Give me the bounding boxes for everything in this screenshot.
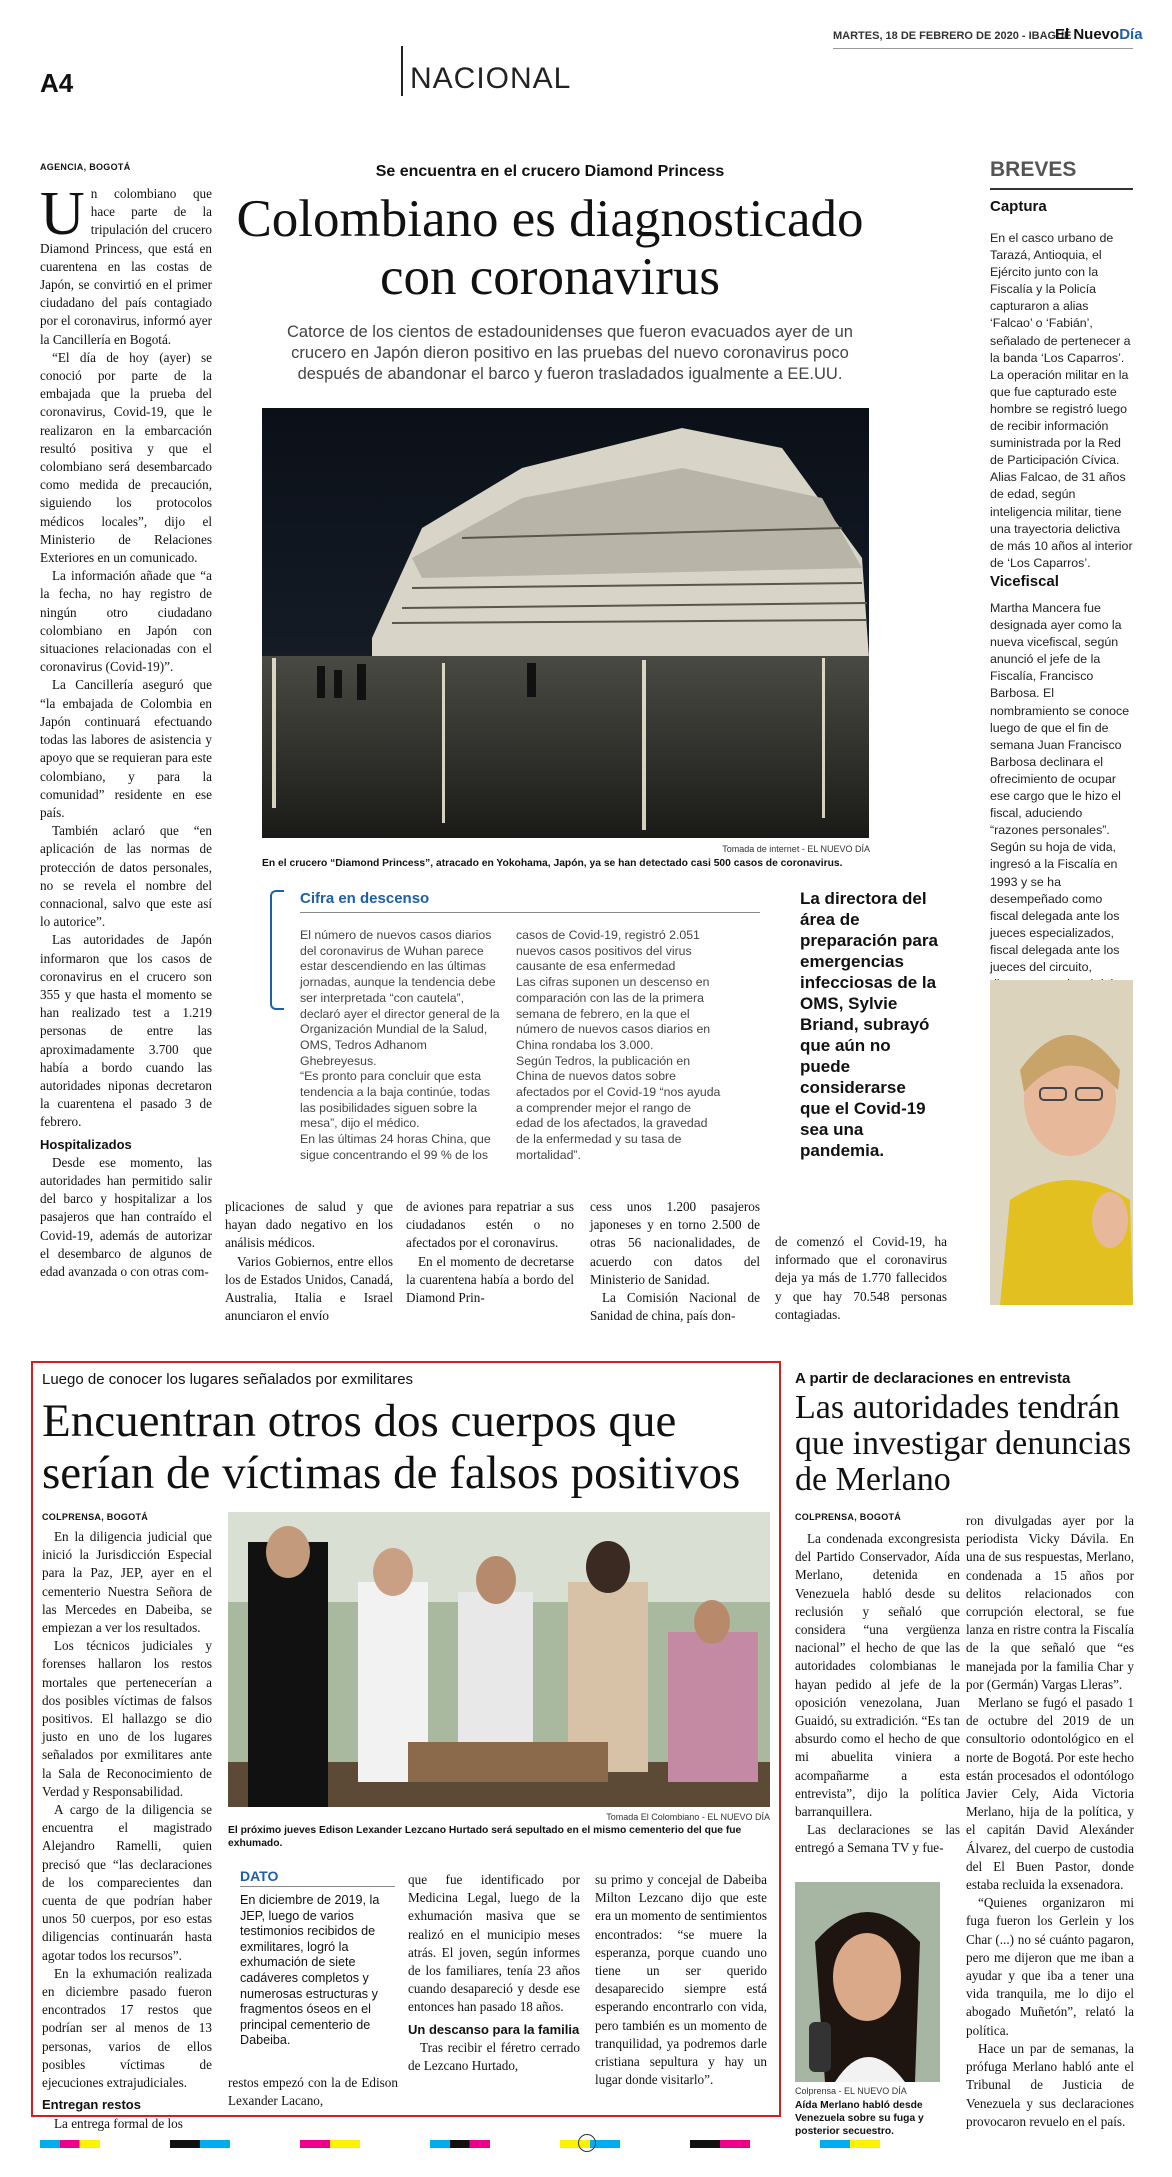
cifra-e: Las cifras suponen un descenso en comparación con las de la primera semana de febrero, en la que el número de nuevos casos diarios en China rondaba los 3.000.	[516, 975, 711, 1052]
main-col2	[225, 1198, 393, 1325]
dropcap: U	[40, 180, 85, 248]
color-swatch	[820, 2140, 880, 2148]
section-divider	[401, 46, 403, 96]
story2-p2: Los técnicos judiciales y forenses hallaron los restos mortales que pertenecerían a dos posibles víctimas de falsos positivos. El hallazgo se dio justo en uno de los lugares señalados por exmilitares ante la Sala de Reconocimiento de Verdad y Responsabilidad.	[42, 1638, 212, 1799]
cifra-col-b	[516, 928, 721, 1164]
main-p6: Las autoridades de Japón informaron que los casos de coronavirus en el crucero son 355 y que hasta el momento se han realizado test a 1.219 personas de entre las aproximadamente 3.700 que había a bordo cuando las autoridades niponas decretaron la cuarentena el pasado 3 de febrero.	[40, 932, 212, 1130]
color-swatch	[300, 2140, 360, 2148]
cemetery-ceremony-image	[228, 1512, 770, 1807]
story2-kicker: Luego de conocer los lugares señalados por exmilitares	[42, 1371, 414, 1388]
header-rule	[833, 48, 1133, 49]
color-swatch	[430, 2140, 490, 2148]
section-title: NACIONAL	[410, 62, 572, 95]
main-p1: n colombiano que hace parte de la tripulación del crucero Diamond Princess, que está en cuarentena en las costas de Japón, se convirtió en el primer ciudadano del país contagiado por el coronavirus, informó ayer la Cancillería en Bogotá.	[40, 186, 212, 347]
main-col2-a: plicaciones de salud y que hayan dado negativo en los análisis médicos.	[225, 1199, 393, 1251]
dato-box	[240, 1868, 395, 2049]
pull-quote: La directora del área de preparación para emergencias infecciosas de la OMS, Sylvie Briand, subrayó que aún no puede considerarse que el Covid-19 sea una pandemia.	[800, 889, 938, 1160]
cruise-ship-image	[262, 408, 869, 838]
color-swatch	[40, 2140, 100, 2148]
main-left-column	[40, 180, 212, 1335]
breves-h1: Captura	[990, 198, 1047, 215]
cruise-photo-credit: Tomada de internet - EL NUEVO DÍA	[722, 844, 870, 854]
breves-h2: Vicefiscal	[990, 573, 1059, 590]
story2-col-b-tail	[228, 2074, 398, 2110]
color-swatch	[690, 2140, 750, 2148]
story2-byline: COLPRENSA, BOGOTÁ	[42, 1512, 149, 1522]
story3-p2: Las declaraciones se las entregó a Semana TV y fue-	[795, 1822, 960, 1856]
main-col4	[590, 1198, 760, 1325]
cifra-rule	[300, 912, 760, 913]
story2-col-d	[595, 1871, 767, 2089]
masthead-logo	[1055, 26, 1143, 43]
main-col3-b: En el momento de decretarse la cuarentena había a bordo del Diamond Prin-	[406, 1253, 574, 1306]
registration-mark-icon	[578, 2134, 596, 2152]
breves-t1: En el casco urbano de Tarazá, Antioquia, el Ejército junto con la Fiscalía y la Policía capturaron a alias ‘Falcao’ o ‘Fabián’, señalado de pertenecer a la banda ‘Los Caparros’. La operación militar en la que fue capturado este hombre se registró luego de recibir información suministrada por la Red de Participación Cívica. Alias Falcao, de 31 años de edad, según inteligencia militar, tiene una trayectoria delictiva de más 10 años al interior de ‘Los Caparros’.	[990, 231, 1133, 570]
cemetery-photo	[228, 1512, 770, 1807]
story3-kicker: A partir de declaraciones en entrevista	[795, 1370, 1071, 1387]
main-p7: Desde ese momento, las autoridades han permitido salir del barco y hospitalizar a los pasajeros que han contraído el Covid-19, además de autorizar el desembarco de algunos de edad avanzada o con otras com-	[40, 1154, 212, 1279]
story2-p5: La entrega formal de los	[54, 2115, 183, 2131]
main-subhead: Hospitalizados	[40, 1136, 132, 1152]
story2-headline: Encuentran otros dos cuerpos que serían de víctimas de falsos positivos	[42, 1395, 741, 1499]
story3-col-a	[795, 1530, 960, 1858]
cifra-b: “Es pronto para concluir que esta tendencia a la baja continúe, todas las posibilidades siguen sobre la mesa”, dijo el médico.	[300, 1069, 491, 1131]
breves-title: BREVES	[990, 158, 1077, 181]
martha-mancera-portrait	[990, 980, 1133, 1305]
cemetery-photo-caption: El próximo jueves Edison Lexander Lezcano Hurtado será sepultado en el mismo cementerio del que fue exhumado.	[228, 1825, 742, 1849]
story2-col-c	[408, 1871, 580, 2075]
main-col4-b: La Comisión Nacional de Sanidad de china, país don-	[590, 1290, 760, 1324]
masthead-a: El Nuevo	[1055, 26, 1120, 43]
story2-p4: En la exhumación realizada en diciembre pasado fueron encontrados 17 restos que podrían ser al menos de 13 personas, varios de ellos posibles víctimas de ejecuciones extrajudiciales.	[42, 1965, 212, 2091]
main-byline: AGENCIA, BOGOTÁ	[40, 162, 131, 172]
page-number: A4	[40, 68, 74, 98]
masthead-b: Día	[1119, 26, 1143, 43]
main-p2: “El día de hoy (ayer) se conoció por parte de la embajada que la prueba del coronavirus, Covid-19, que le realizaron en la embarcación resultó positiva y que el colombiano será desembarcado como medida de precaución, siguiendo los protocolos médicos locales”, dijo el Ministerio de Relaciones Exteriores en un comunicado.	[40, 349, 212, 566]
story2-p3: A cargo de la diligencia se encuentra el magistrado Alejandro Ramelli, quien precisó que “las declaraciones de los comparecientes dan cuenta de que podrían haber unos 50 cuerpos, por eso estas diligencias continuarán hasta agotar todos los recursos”.	[42, 1802, 212, 1963]
main-col3	[406, 1198, 574, 1307]
cruise-photo-caption: En el crucero “Diamond Princess”, atracado en Yokohama, Japón, ya se han detectado casi 500 casos de coronavirus.	[262, 858, 843, 869]
story2-col-a	[42, 1528, 212, 2131]
cifra-c: En las últimas 24 horas China, que sigue concentrando el 99 % de los	[300, 1132, 491, 1162]
main-deck: Catorce de los cientos de estadounidenses que fueron evacuados ayer de un crucero en Japón dieron positivo en las pruebas del nuevo coronavirus poco después de abandonar el barco y fueron trasladados igualmente a EE.UU.	[287, 323, 853, 383]
story3-headline: Las autoridades tendrán que investigar denuncias de Merlano	[795, 1389, 1132, 1498]
story2-col-c2: Tras recibir el féretro cerrado de Lezcano Hurtado,	[408, 2039, 580, 2074]
cifra-col-a	[300, 928, 502, 1164]
story3-p3: ron divulgadas ayer por la periodista Vicky Dávila. En una de sus respuestas, Merlano, condenada a 15 años por delitos relacionados con corrupción electoral, se fue lanza en ristre contra la Fiscalía de la que señaló que “es manejada por la familia Char y por (Germán) Vargas Lleras”.	[966, 1513, 1134, 1692]
merlano-photo	[795, 1882, 940, 2082]
cifra-f: Según Tedros, la publicación en China de nuevos datos sobre afectados por el Covid-19 “nos ayuda a comprender mejor el rango de edad de los afectados, la gravedad de la enfermedad y su tasa de mortalidad”.	[516, 1053, 721, 1162]
story3-col-b	[966, 1512, 1134, 2129]
main-col5-a: de comenzó el Covid-19, ha informado que el coronavirus deja ya más de 1.770 fallecidos y que hay 70.548 personas contagiadas.	[775, 1234, 947, 1322]
story2-col-b-text: restos empezó con la de Edison Lexander Lacano,	[228, 2075, 398, 2109]
main-p3: La información añade que “a la fecha, no hay registro de ningún otro ciudadano colombiano en Japón con situaciones relacionadas con el coronavirus (Covid-19)”.	[40, 568, 212, 675]
cifra-d: casos de Covid-19, registró 2.051 nuevos casos positivos del virus causante de esa enfermedad	[516, 928, 700, 974]
main-headline: Colombiano es diagnosticado con coronavirus	[236, 190, 864, 306]
breves-rule	[990, 188, 1133, 190]
story3-p5: “Quienes organizaron mi fuga fueron los Gerlein y los Char (...) no sé cuánto pagaron, pero me dijeron que me iban a ayudar y que iba a tener una vida tranquila, me lo dijo el abogado Muñetón”, relató la política.	[966, 1895, 1134, 2038]
main-p4: La Cancillería aseguró que “la embajada de Colombia en Japón continuará efectuando todas las labores de asistencia y apoyo que se requieran para este colombiano, y para la comunidad” residente en ese país.	[40, 677, 212, 820]
merlano-photo-caption: Aída Merlano habló desde Venezuela sobre su fuga y posterior secuestro.	[795, 2100, 924, 2137]
main-col3-a: de aviones para repatriar a sus ciudadanos estén o no afectados por el coronavirus.	[406, 1199, 574, 1251]
story2-col-c-sub: Un descanso para la familia	[408, 2021, 580, 2037]
color-swatch	[170, 2140, 230, 2148]
cifra-bracket	[270, 890, 284, 1010]
story2-p1: En la diligencia judicial que inició la Jurisdicción Especial para la Paz, JEP, ayer en el cementerio Nuestra Señora de las Mercedes en Dabeiba, se empiezan a ver los resultados.	[42, 1529, 212, 1636]
story3-p6: Hace un par de semanas, la prófuga Merlano habló ante el Tribunal de Justicia de Venezuela y sus declaraciones provocaron revuelo en el país.	[966, 2040, 1134, 2129]
main-col4-a: cess unos 1.200 pasajeros japoneses y en torno 2.500 de otras 56 nacionalidades, de acuerdo con datos del Ministerio de Sanidad.	[590, 1199, 760, 1287]
main-col5	[775, 1233, 947, 1324]
vicefiscal-photo	[990, 980, 1133, 1305]
merlano-photo-credit: Colprensa - EL NUEVO DÍA	[795, 2086, 907, 2096]
dato-title: DATO	[240, 1868, 395, 1887]
story2-subhead: Entregan restos	[42, 2097, 141, 2113]
cemetery-photo-credit: Tomada El Colombiano - EL NUEVO DÍA	[606, 1812, 770, 1822]
story2-col-c-text: que fue identificado por Medicina Legal, luego de la exhumación masiva que se realizó en el municipio meses atrás. El joven, según informes de los familiares, tenía 23 años cuando desapareció y desde ese entonces han pasado 18 años.	[408, 1872, 580, 2015]
aida-merlano-portrait	[795, 1882, 940, 2082]
story2-col-d-text: su primo y concejal de Dabeiba Milton Lezcano dijo que este era un momento de sentimientos encontrados: “se muere la esperanza, porque cuando uno tiene un ser querido desaparecido siempre está esperando encontrarlo con vida, pero también es un momento de tranquilidad, ya podremos darle cristiana sepultura y hay un lugar donde visitarlo”.	[595, 1872, 767, 2088]
cifra-title: Cifra en descenso	[300, 890, 430, 907]
story3-byline: COLPRENSA, BOGOTÁ	[795, 1512, 902, 1522]
breves-t2: Martha Mancera fue designada ayer como la nueva vicefiscal, según anunció el jefe de la Fiscalía, Francisco Barbosa. El nombramiento se conoce luego de que el fin de semana Juan Francisco Barbosa declinara el ofrecimiento de ocupar ese cargo que le hizo el fiscal, aduciendo “razones personales”. Según su hoja de vida, ingresó a la Fiscalía en 1993 y se ha desempeñado como fiscal delegada ante los jueces especializados, fiscal delegada ante los jueces del circuito,	[990, 601, 1130, 974]
main-p5: También aclaró que “en aplicación de las normas de protección de datos personales, no se revela el nombre del connacional, salvo que este así lo autorice”.	[40, 823, 212, 930]
date-line: MARTES, 18 DE FEBRERO DE 2020 - IBAGUÉ	[833, 30, 1072, 42]
main-col2-b: Varios Gobiernos, entre ellos los de Estados Unidos, Canadá, Australia, Italia e Israel anunciaron el envío	[225, 1253, 393, 1324]
cifra-a: El número de nuevos casos diarios del coronavirus de Wuhan parece estar descendiendo en las últimas jornadas, aunque la tendencia debe ser interpretada “con cautela”, declaró ayer el director general de la Organización Mundial de la Salud, OMS, Tedros Adhanom Ghebreyesus.	[300, 928, 500, 1068]
dato-text: En diciembre de 2019, la JEP, luego de varios testimonios recibidos de exmilitares, logró la exhumación de siete cadáveres completos y numerosas estructuras y fragmentos óseos en el principal cementerio de Dabeiba.	[240, 1893, 380, 2048]
cruise-photo	[262, 408, 869, 838]
story3-p1: La condenada excongresista del Partido Conservador, Aída Merlano, detenida en Venezuela habló desde su reclusión y señaló que considera “una vergüenza nacional” el hecho de que las autoridades colombianas le hayan pedido al jefe de la oposición venezolana, Juan Guaidó, su extradición. “Es tan absurdo como el hecho de que mi abuelita viniera a acompañarme a esta entrevista”, dijo la política barranquillera.	[795, 1531, 960, 1820]
story3-p4: Merlano se fugó el pasado 1 de octubre del 2019 de un consultorio odontológico en el norte de Bogotá. Por este hecho están procesados el odontólogo Javier Cely, Aida Victoria Merlano, hija de la política, y el capitán David Alexánder Álvarez, del cuerpo de custodia del El Buen Pastor, donde estaba recluida la exsenadora.	[966, 1695, 1134, 1893]
main-kicker: Se encuentra en el crucero Diamond Princess	[375, 163, 725, 180]
